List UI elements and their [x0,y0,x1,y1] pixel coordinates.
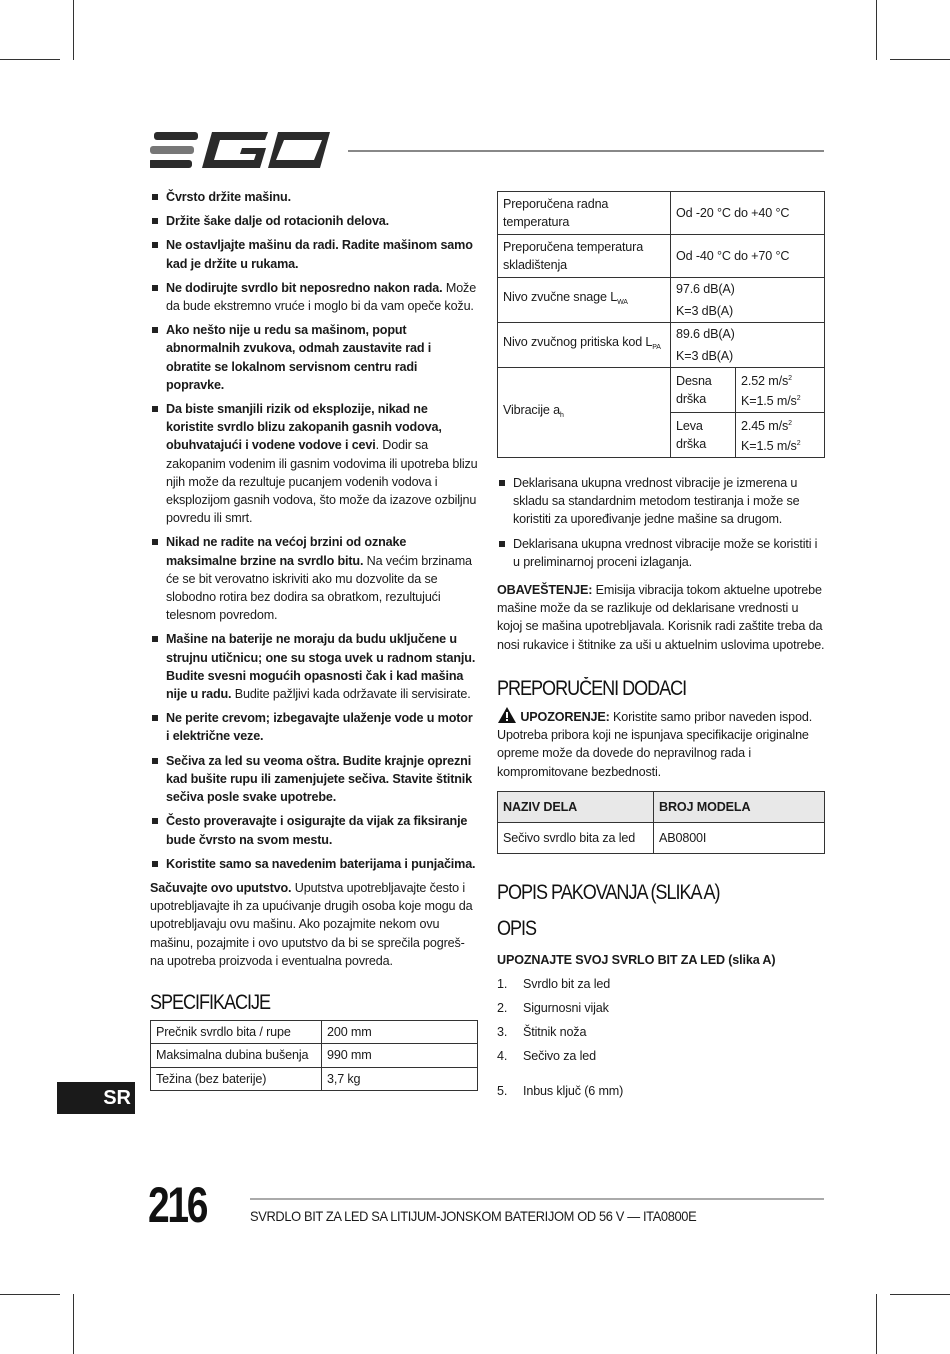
sound-power-value: 97.6 dB(A) [671,278,825,301]
table-row [498,278,825,301]
temp-store-label: Preporučena temperatura skladištenja [498,235,671,278]
specifications-heading: SPECIFIKACIJE [150,990,271,1014]
list-item: 3. Štitnik noža [497,1025,587,1040]
save-instructions: Sačuvajte ovo uputstvo. Uputstva upotrebljavajte često i upotrebljavajte ih za upućivanje drugih osoba koje mogu da upotrebljavaju ovu mašinu. Ako pozajmite nekom ovu mašinu, pozajmite i ovo uputstvo da bi se sprečila pogreš-na upotreba proizvoda i eventualna povreda. [150,880,473,968]
temp-work-value: Od -20 °C do +40 °C [671,192,825,235]
right-column [497,191,825,1100]
notice: OBAVEŠTENJE: Emisija vibracija tokom aktuelne upotrebe mašine može da se razlikuje od deklarisane vrednosti u kojoj se mašina upotrebljavala. Korisnik radi zaštite treba da nosi rukavice i štitnike za uši u aktuelnim uslovima upotrebe. [497,583,825,652]
table-header-row [498,791,825,822]
crop-mark [876,1294,877,1354]
spec-label: Težina (bez baterije) [151,1067,322,1090]
list-item: 5. Inbus ključ (6 mm) [497,1083,624,1098]
description-heading: OPIS [497,917,537,941]
table-row [498,323,825,346]
sound-pressure-k: K=3 dB(A) [671,345,825,368]
table-row [151,1044,478,1067]
sound-power-label: Nivo zvučne snage $L_{WA}$ [498,278,671,323]
list-item: Da biste smanjili rizik od eksplozije, nikad ne koristite svrdlo blizu zakopanih gasnih vodova, obuhvatajući i vodene vodove i cevi. Dodir sa zakopanim vodenim ili gasnim vodovima ili upotreba blizu njih može da rezultuje pucanjem vodenih vodova i eksplozijom gasnih vodova, što može da izazove ozbiljnu povredu ili smrt. [150,400,478,527]
right-handle-value: 2.52 $m/s^2$ K=1.5 $m/s^2$ [736,368,825,413]
header-model: BROJ MODELA [654,791,825,822]
right-handle-label: Desna drška [671,368,736,413]
ego-logo [150,128,332,172]
left-column [150,188,478,1091]
spec-label: Prečnik svrdlo bita / rupe [151,1021,322,1044]
footer-rule [250,1198,824,1200]
list-item: Ne dodirujte svrdlo bit neposredno nakon rada. Može da bude ekstremno vruće i moglo bi da vam opeče kožu. [150,279,478,315]
list-item: Čvrsto držite mašinu. [150,188,478,206]
packing-heading: POPIS PAKOVANJA (SLIKA A) [497,881,720,905]
model-number: AB0800I [654,823,825,854]
crop-mark [890,59,950,60]
technical-table [497,191,825,458]
crop-mark [876,0,877,60]
list-item: Mašine na baterije ne moraju da budu uključene u strujnu utičnicu; one su stoga uvek u radnom stanju. Budite svesni mogućih opasnosti čak i kad mašina nije u radu. Budite pažljivi kada održavate ili servisirate. [150,630,478,703]
table-row [498,368,825,413]
left-handle-label: Leva drška [671,413,736,458]
spec-value: 3,7 kg [322,1067,478,1090]
crop-mark [73,1294,74,1354]
know-your-tool-heading: UPOZNAJTE SVOJ SVRLO BIT ZA LED (slika A) [497,952,776,967]
table-row [498,235,825,278]
list-item: Često proveravajte i osigurajte da vijak za fiksiranje bude čvrsto na svom mestu. [150,812,478,848]
page-number: 216 [148,1177,207,1233]
left-handle-value: 2.45 $m/s^2$ K=1.5 $m/s^2$ [736,413,825,458]
list-item: Deklarisana ukupna vrednost vibracije je izmerena u skladu sa standardnim metodom testiranja i može se koristiti za upoređivanje jedne mašine sa drugom. [497,474,825,529]
list-item: Deklarisana ukupna vrednost vibracije može se koristiti i u preliminarnoj proceni izlaganja. [497,535,825,571]
table-row [498,823,825,854]
list-item: Ako nešto nije u redu sa mašinom, poput abnormalnih zvukova, odmah zaustavite rad i obratite se lokalnom servisnom centru radi popravke. [150,321,478,394]
list-item: Ne perite crevom; izbegavajte ulaženje vode u motor i električne veze. [150,709,478,745]
part-name: Sečivo svrdlo bita za led [498,823,654,854]
specifications-table [150,1020,478,1091]
spec-value: 990 mm [322,1044,478,1067]
vibration-label: Vibracije $a_h$ [498,368,671,458]
footer-title: SVRDLO BIT ZA LED SA LITIJUM-JONSKOM BATERIJOM OD 56 V — ITA0800E [250,1208,697,1224]
sound-pressure-value: 89.6 dB(A) [671,323,825,346]
table-row [151,1067,478,1090]
list-item: 4. Sečivo za led [497,1049,596,1064]
accessories-heading: PREPORUČENI DODACI [497,676,687,700]
list-item: Sečiva za led su veoma oštra. Budite krajnje oprezni kad bušite rupu ili zamenjujete sečiva. Stavite štitnik sečiva posle svake upotrebe. [150,752,478,807]
header-part: NAZIV DELA [498,791,654,822]
language-tab: SR [57,1082,135,1114]
temp-work-label: Preporučena radna temperatura [498,192,671,235]
list-item: Nikad ne radite na većoj brzini od oznake maksimalne brzine na svrdlo bitu. Na većim brzinama će se bit verovatno iskriviti ako mu dozvolite da se slobodno rotira bez dodira sa obratkom, rezultujući telesnom povredom. [150,533,478,624]
list-item: Držite šake dalje od rotacionih delova. [150,212,478,230]
warning-icon [497,706,517,724]
sound-pressure-label: Nivo zvučnog pritiska kod $L_{PA}$ [498,323,671,368]
warning: UPOZORENJE: Koristite samo pribor naveden ispod. Upotreba pribora koji ne ispunjava specifikacije originalne opreme može da dovede do nepravilnog rada i kompromitovane bezbednosti. [497,706,825,781]
crop-mark [73,0,74,60]
vibration-notes [497,474,825,571]
crop-mark [0,1294,60,1295]
safety-list [150,188,478,873]
spec-label: Maksimalna dubina bušenja [151,1044,322,1067]
sound-power-k: K=3 dB(A) [671,300,825,323]
table-row [498,192,825,235]
list-item: 2. Sigurnosni vijak [497,1001,609,1016]
crop-mark [0,59,60,60]
parts-list [497,975,825,1100]
spec-value: 200 mm [322,1021,478,1044]
header-rule [348,150,824,152]
temp-store-value: Od -40 °C do +70 °C [671,235,825,278]
crop-mark [890,1294,950,1295]
list-item: Koristite samo sa navedenim baterijama i punjačima. [150,855,478,873]
table-row [151,1021,478,1044]
list-item: Ne ostavljajte mašinu da radi. Radite mašinom samo kad je držite u rukama. [150,236,478,272]
accessories-table [497,791,825,854]
list-item: 1. Svrdlo bit za led [497,976,611,991]
